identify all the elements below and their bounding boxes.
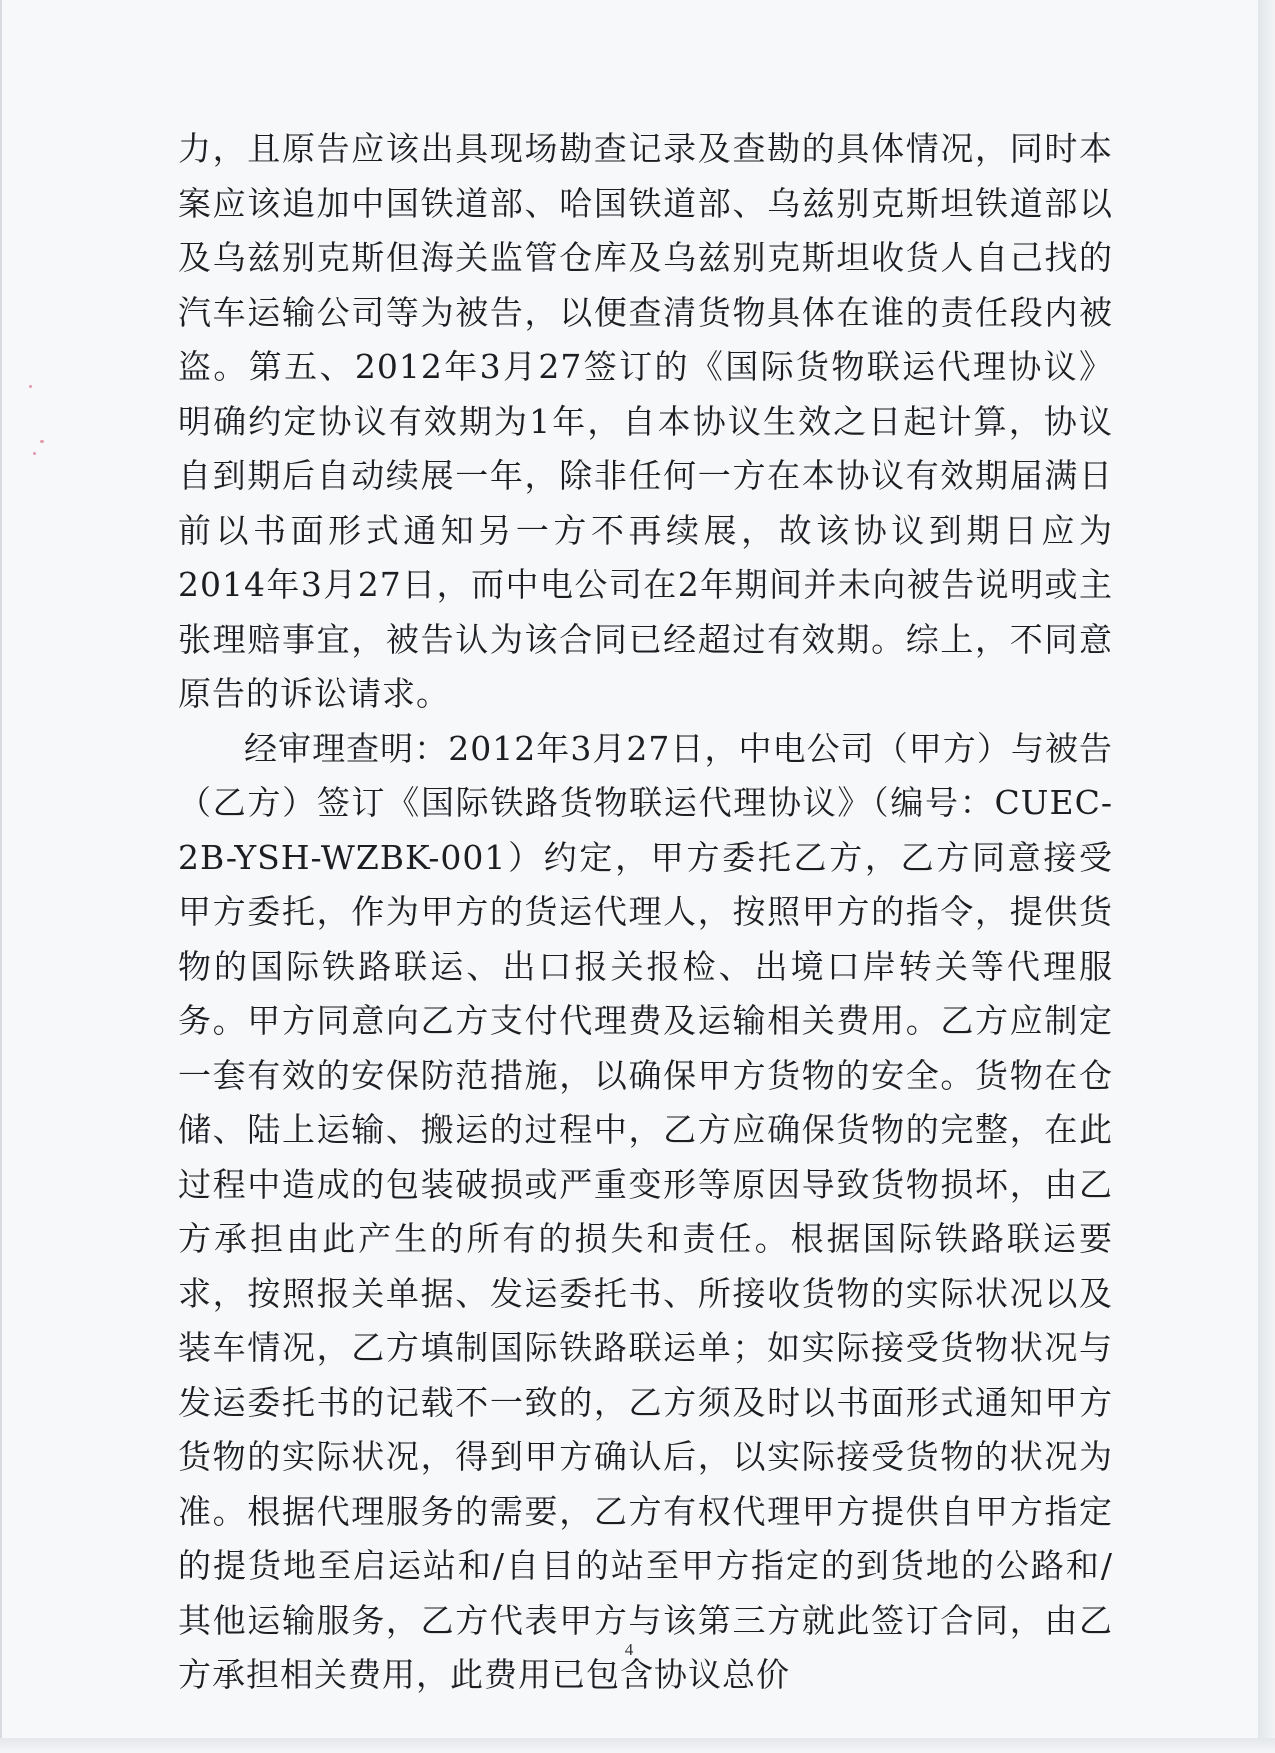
page-number: 4 — [624, 1640, 634, 1659]
paragraph-defendant-argument: 力，且原告应该出具现场勘查记录及查勘的具体情况，同时本案应该追加中国铁道部、哈国铁道部、乌兹别克斯坦铁道部以及乌兹别克斯但海关监管仓库及乌兹别克斯坦收货人自己找的汽车运输公司等为被告，以便查清货物具体在谁的责任段内被盗。第五、2012年3月27签订的《国际货物联运代理协议》明确约定协议有效期为1年，自本协议生效之日起计算，协议自到期后自动续展一年，除非任何一方在本协议有效期届满日前以书面形式通知另一方不再续展，故该协议到期日应为2014年3月27日，而中电公司在2年期间并未向被告说明或主张理赔事宜，被告认为该合同已经超过有效期。综上，不同意原告的诉讼请求。 — [178, 129, 1113, 713]
paragraph-court-findings: 经审理查明：2012年3月27日，中电公司（甲方）与被告（乙方）签订《国际铁路货物联运代理协议》（编号：CUEC-2B-YSH-WZBK-001）约定，甲方委托乙方，乙方同意接受甲方委托，作为甲方的货运代理人，按照甲方的指令，提供货物的国际铁路联运、出口报关报检、出境口岸转关等代理服务。甲方同意向乙方支付代理费及运输相关费用。乙方应制定一套有效的安保防范措施，以确保甲方货物的安全。货物在仓储、陆上运输、搬运的过程中，乙方应确保货物的完整，在此过程中造成的包装破损或严重变形等原因导致货物损坏，由乙方承担由此产生的所有的损失和责任。根据国际铁路联运要求，按照报关单据、发运委托书、所接收货物的实际状况以及装车情况，乙方填制国际铁路联运单；如实际接受货物状况与发运委托书的记载不一致的，乙方须及时以书面形式通知甲方货物的实际状况，得到甲方确认后，以实际接受货物的状况为准。根据代理服务的需要，乙方有权代理甲方提供自甲方指定的提货地至启运站和/自目的站至甲方指定的到货地的公路和/其他运输服务，乙方代表甲方与该第三方就此签订合同，由乙方承担相关费用，此费用已包含协议总价 — [178, 728, 1113, 1694]
ink-speck — [29, 385, 32, 388]
ink-speck — [40, 440, 44, 443]
scan-edge-bottom — [0, 1738, 1275, 1753]
document-body — [178, 122, 1113, 1703]
ink-speck — [33, 452, 36, 455]
scan-edge-right — [1258, 0, 1275, 1753]
